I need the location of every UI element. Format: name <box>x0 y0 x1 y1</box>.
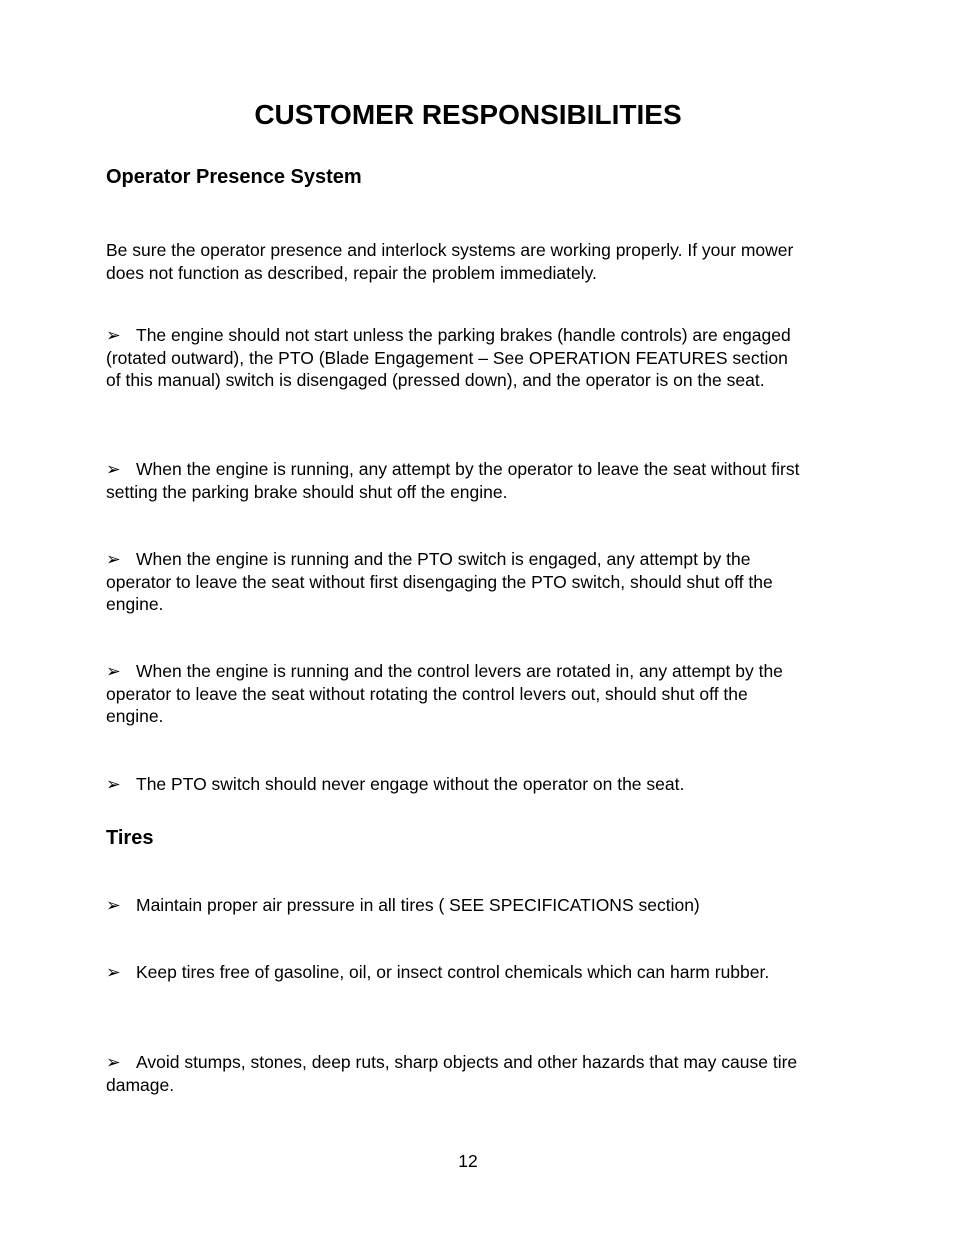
bullet-item <box>106 961 806 984</box>
bullet-item <box>106 548 806 616</box>
arrow-bullet-icon: ➢ <box>106 549 121 569</box>
operator-presence-intro: Be sure the operator presence and interlock systems are working properly. If your mower does not function as described, repair the problem immediately. <box>106 240 794 283</box>
bullet-item <box>106 324 806 392</box>
arrow-bullet-icon: ➢ <box>106 325 121 345</box>
bullet-text: The engine should not start unless the parking brakes (handle controls) are engaged (rotated outward), the PTO (Blade Engagement – See OPERATION FEATURES section of this manual) switch is disengaged (pressed down), and the operator is on the seat. <box>106 325 791 391</box>
arrow-bullet-icon: ➢ <box>106 459 121 479</box>
bullet-text: Avoid stumps, stones, deep ruts, sharp objects and other hazards that may cause tire damage. <box>106 1052 798 1095</box>
bullet-item <box>106 773 806 796</box>
bullet-text: When the engine is running and the control levers are rotated in, any attempt by the operator to leave the seat without rotating the control levers out, should shut off the engine. <box>106 661 783 727</box>
bullet-item <box>106 894 806 917</box>
arrow-bullet-icon: ➢ <box>106 774 121 794</box>
bullet-text: When the engine is running, any attempt by the operator to leave the seat without first setting the parking brake should shut off the engine. <box>106 459 800 502</box>
arrow-bullet-icon: ➢ <box>106 661 121 681</box>
bullet-item <box>106 458 806 503</box>
arrow-bullet-icon: ➢ <box>106 1052 121 1072</box>
arrow-bullet-icon: ➢ <box>106 895 121 915</box>
page-number: 12 <box>458 1151 478 1171</box>
arrow-bullet-icon: ➢ <box>106 962 121 982</box>
page-title: CUSTOMER RESPONSIBILITIES <box>254 99 682 130</box>
bullet-item <box>106 1051 806 1096</box>
bullet-text: Keep tires free of gasoline, oil, or insect control chemicals which can harm rubber. <box>136 962 770 982</box>
bullet-item <box>106 660 806 728</box>
section-heading-tires: Tires <box>106 827 154 849</box>
bullet-text: Maintain proper air pressure in all tires ( SEE SPECIFICATIONS section) <box>136 895 700 915</box>
bullet-text: The PTO switch should never engage without the operator on the seat. <box>136 774 685 794</box>
section-heading-operator-presence: Operator Presence System <box>106 166 362 188</box>
bullet-text: When the engine is running and the PTO switch is engaged, any attempt by the operator to leave the seat without first disengaging the PTO switch, should shut off the engine. <box>106 549 773 615</box>
